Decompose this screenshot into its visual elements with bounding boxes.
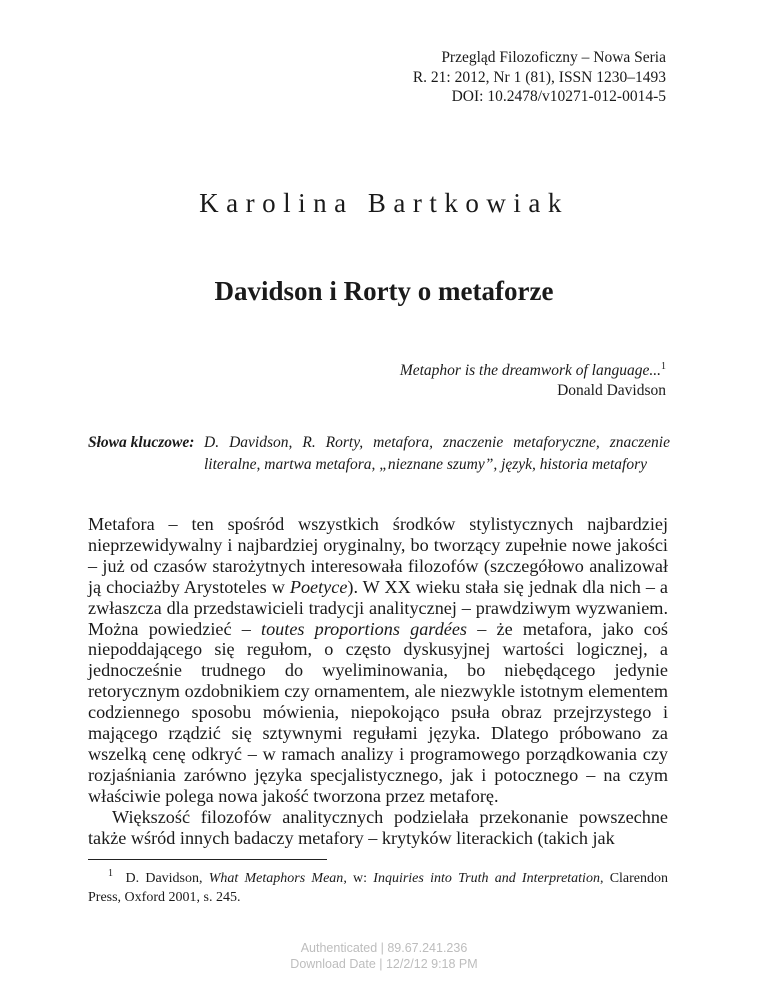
journal-volume: R. 21: 2012, Nr 1 (81), ISSN 1230–1493 xyxy=(412,68,666,86)
epigraph-attribution: Donald Davidson xyxy=(557,382,666,399)
epigraph xyxy=(400,361,666,401)
epigraph-quote: Metaphor is the dreamwork of language... xyxy=(399,362,661,379)
footnote-reference[interactable]: 1 xyxy=(661,361,666,372)
footnote-divider xyxy=(88,859,327,860)
journal-doi: DOI: 10.2478/v10271-012-0014-5 xyxy=(451,88,666,105)
download-watermark xyxy=(0,940,768,972)
main-text xyxy=(88,514,668,849)
cited-article-title: What Metaphors Mean xyxy=(208,871,344,886)
foreign-phrase: toutes proportions gardées xyxy=(261,618,468,639)
paragraph: Metafora – ten spośród wszystkich środków stylistycznych najbardziej nieprzewidywalny i najbardziej oryginalny, bo tworzący zupełnie nowe jakości – już od czasów starożytnych interesowała filozofów (szczegółowo analizował ją chociażby Arystoteles w Poetyce). W XX wieku stała się jednak dla nich – a zwłaszcza dla przedstawicieli tradycji analitycznej – prawdziwym wyzwaniem. Można powiedzieć – toutes proportions gardées – że metafora, jako coś niepoddającego się regułom, o często dyskusyjnej wartości logicznej, a jednocześnie trudnego do wyeliminowania, bo niebędącego jedynie retorycznym ozdobnikiem czy ornamentem, ale niezwykle istotnym elementem codziennego sposobu mówienia, niepokojąco psuła obraz przejrzystego i mającego rządzić się sztywnymi regułami języka. Dlatego próbowano za wszelką cenę odkryć – w ramach analizy i programowego porządkowania czy rozjaśniania zarówno języka specjalistycznego, jak i potocznego – na czym właściwie polega nowa jakość tworzona przez metaforę. xyxy=(88,514,668,806)
keywords-block xyxy=(88,432,670,475)
cited-book-title: Inquiries into Truth and Interpretation xyxy=(373,871,600,886)
article-title: Davidson i Rorty o metaforze xyxy=(214,276,554,306)
footnote: $^1$ D. Davidson, What Metaphors Mean, w: Inquiries into Truth and Interpretation, Clarendon Press, Oxford 2001, s. 245. xyxy=(88,868,669,905)
watermark-authenticated: Authenticated | 89.67.241.236 xyxy=(300,941,468,955)
author-name: Karolina Bartkowiak xyxy=(199,188,569,218)
footnote-number: 1 xyxy=(108,868,113,879)
paragraph: Większość filozofów analitycznych podzielała przekonanie powszechne także wśród innych badaczy metafory – krytyków literackich (takich jak xyxy=(88,806,668,848)
book-title: Poetyce xyxy=(289,576,348,597)
journal-name: Przegląd Filozoficzny – Nowa Seria xyxy=(441,49,666,66)
keywords-text: D. Davidson, R. Rorty, metafora, znaczenie metaforyczne, znaczenie literalne, martwa metafora, „nieznane szumy”, język, historia metafory xyxy=(204,434,670,473)
journal-header xyxy=(413,48,666,107)
watermark-download-date: Download Date | 12/2/12 9:18 PM xyxy=(290,957,478,971)
keywords-label: Słowa kluczowe: xyxy=(88,434,195,451)
